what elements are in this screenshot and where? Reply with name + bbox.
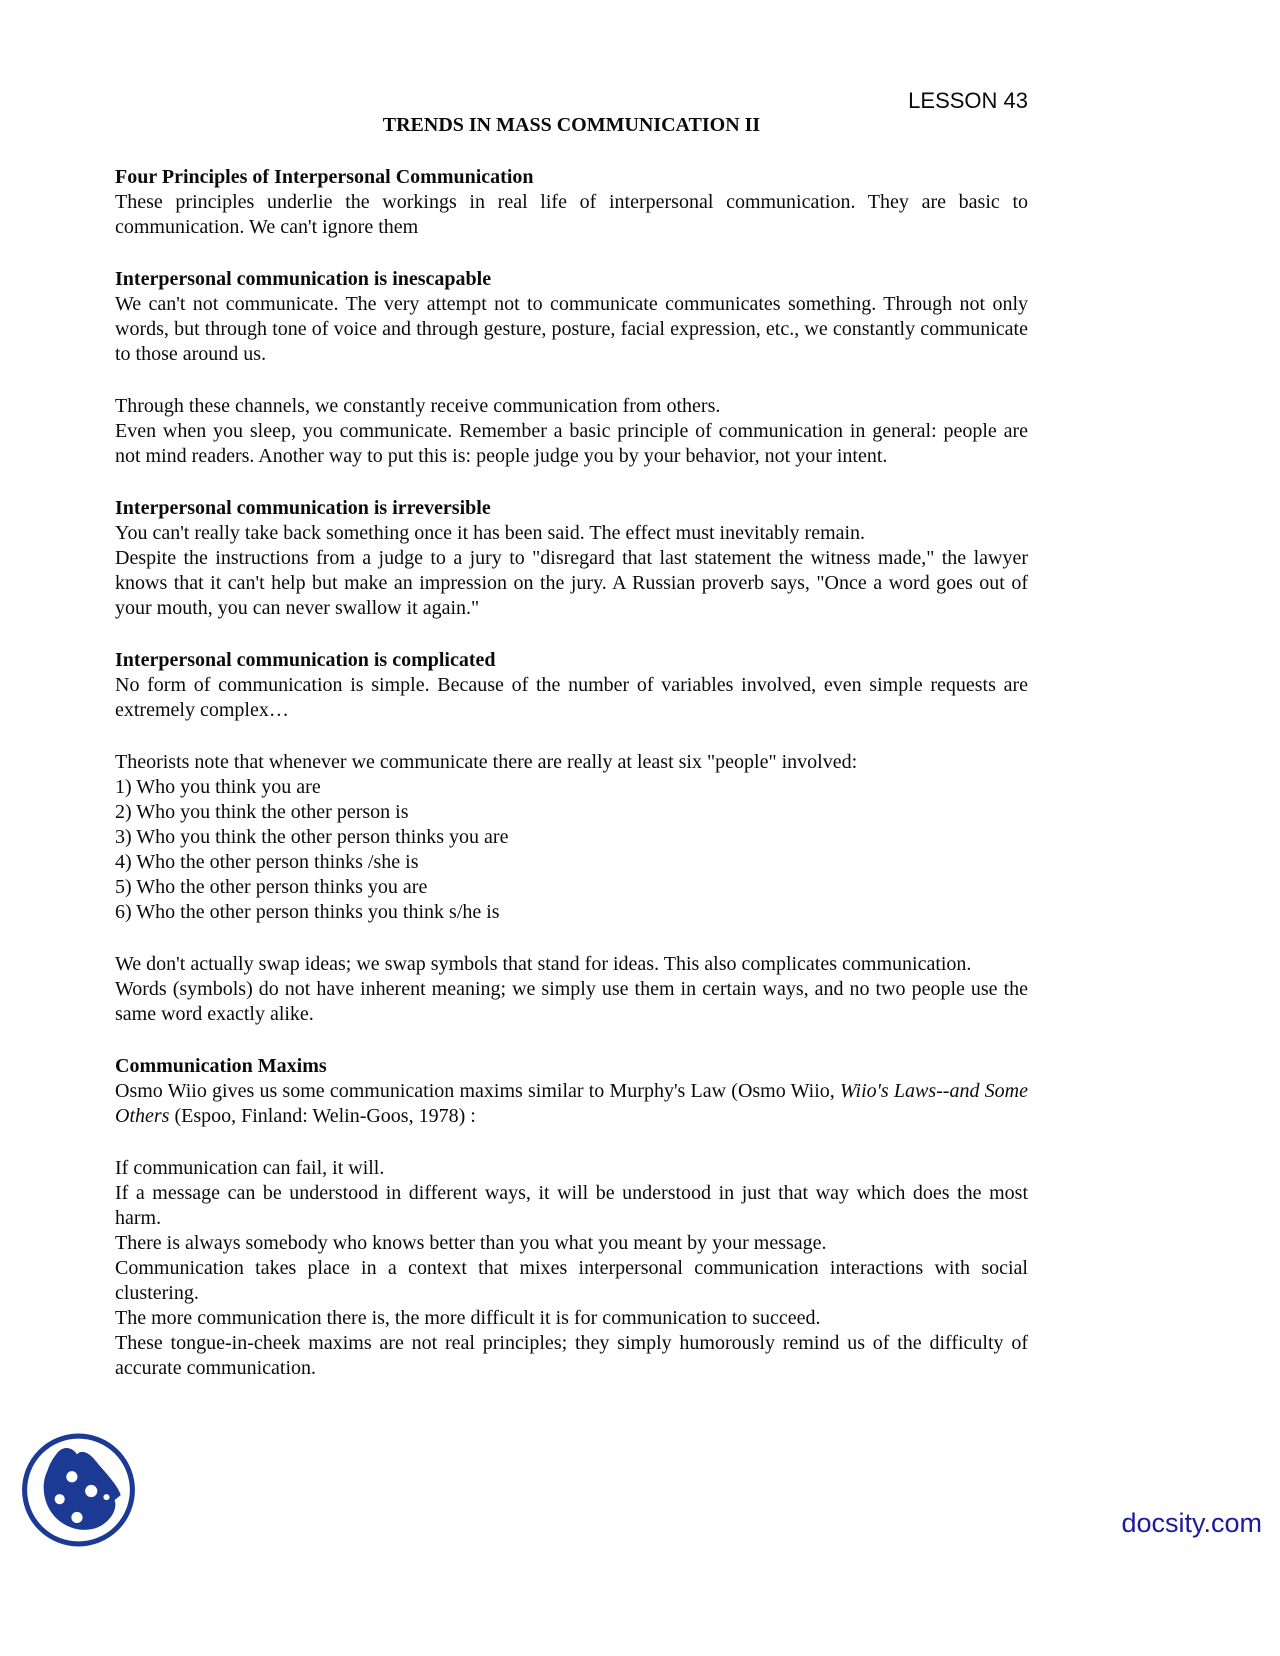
docsity-ocarina-icon [21, 1430, 136, 1550]
paragraph: No form of communication is simple. Because of the number of variables involved, even simple requests are extremely complex… [115, 674, 1028, 721]
list-item: 5) Who the other person thinks you are [115, 876, 428, 898]
lesson-label: LESSON 43 [908, 88, 1028, 113]
paragraph: We don't actually swap ideas; we swap symbols that stand for ideas. This also complicates communication. [115, 953, 972, 975]
section-heading-maxims: Communication Maxims [115, 1055, 327, 1077]
citation-post: (Espoo, Finland: Welin-Goos, 1978) : [169, 1105, 476, 1127]
maxim-item: There is always somebody who knows better than you what you meant by your message. [115, 1232, 827, 1254]
list-item: 6) Who the other person thinks you think s/he is [115, 901, 500, 923]
section-heading-complicated: Interpersonal communication is complicated [115, 649, 496, 671]
maxim-item: These tongue-in-cheek maxims are not real principles; they simply humorously remind us of the difficulty of accurate communication. [115, 1332, 1028, 1379]
paragraph: You can't really take back something once it has been said. The effect must inevitably remain. [115, 522, 866, 544]
list-item: 1) Who you think you are [115, 776, 321, 798]
paragraph: These principles underlie the workings in real life of interpersonal communication. They are basic to communication. We can't ignore them [115, 191, 1028, 238]
maxim-item: The more communication there is, the more difficult it is for communication to succeed. [115, 1307, 821, 1329]
paragraph: Despite the instructions from a judge to a jury to "disregard that last statement the witness made," the lawyer knows that it can't help but make an impression on the jury. A Russian proverb says, "Once a word goes out of your mouth, you can never swallow it again." [115, 547, 1028, 619]
paragraph: Through these channels, we constantly receive communication from others. [115, 395, 721, 417]
paragraph: Theorists note that whenever we communicate there are really at least six "people" involved: [115, 751, 858, 773]
document-page [115, 88, 1028, 1381]
maxim-item: If a message can be understood in different ways, it will be understood in just that way which does the most harm. [115, 1182, 1028, 1229]
paragraph: Words (symbols) do not have inherent meaning; we simply use them in certain ways, and no two people use the same word exactly alike. [115, 978, 1028, 1025]
paragraph: We can't not communicate. The very attempt not to communicate communicates something. Through not only words, but through tone of voice and through gesture, posture, facial expression, etc., we constantly communicate to those around us. [115, 293, 1028, 365]
docsity-ocarina-logo [21, 1430, 136, 1550]
section-heading-four-principles: Four Principles of Interpersonal Communication [115, 166, 534, 188]
list-item: 2) Who you think the other person is [115, 801, 409, 823]
list-item: 4) Who the other person thinks /she is [115, 851, 419, 873]
citation-pre: Osmo Wiio gives us some communication maxims similar to Murphy's Law (Osmo Wiio, [115, 1080, 840, 1102]
docsity-brand-link[interactable]: docsity.com [1121, 1508, 1262, 1538]
page-title: TRENDS IN MASS COMMUNICATION II [382, 114, 761, 136]
citation-title: Wiio's Laws--and Some Others [115, 1080, 1028, 1127]
list-item: 3) Who you think the other person thinks you are [115, 826, 509, 848]
paragraph-with-citation [115, 1079, 1028, 1129]
maxim-item: Communication takes place in a context that mixes interpersonal communication interactions with social clustering. [115, 1257, 1028, 1304]
section-heading-inescapable: Interpersonal communication is inescapable [115, 268, 492, 290]
paragraph: Even when you sleep, you communicate. Remember a basic principle of communication in general: people are not mind readers. Another way to put this is: people judge you by your behavior, not your intent. [115, 420, 1028, 467]
maxim-item: If communication can fail, it will. [115, 1157, 385, 1179]
section-heading-irreversible: Interpersonal communication is irreversible [115, 497, 491, 519]
